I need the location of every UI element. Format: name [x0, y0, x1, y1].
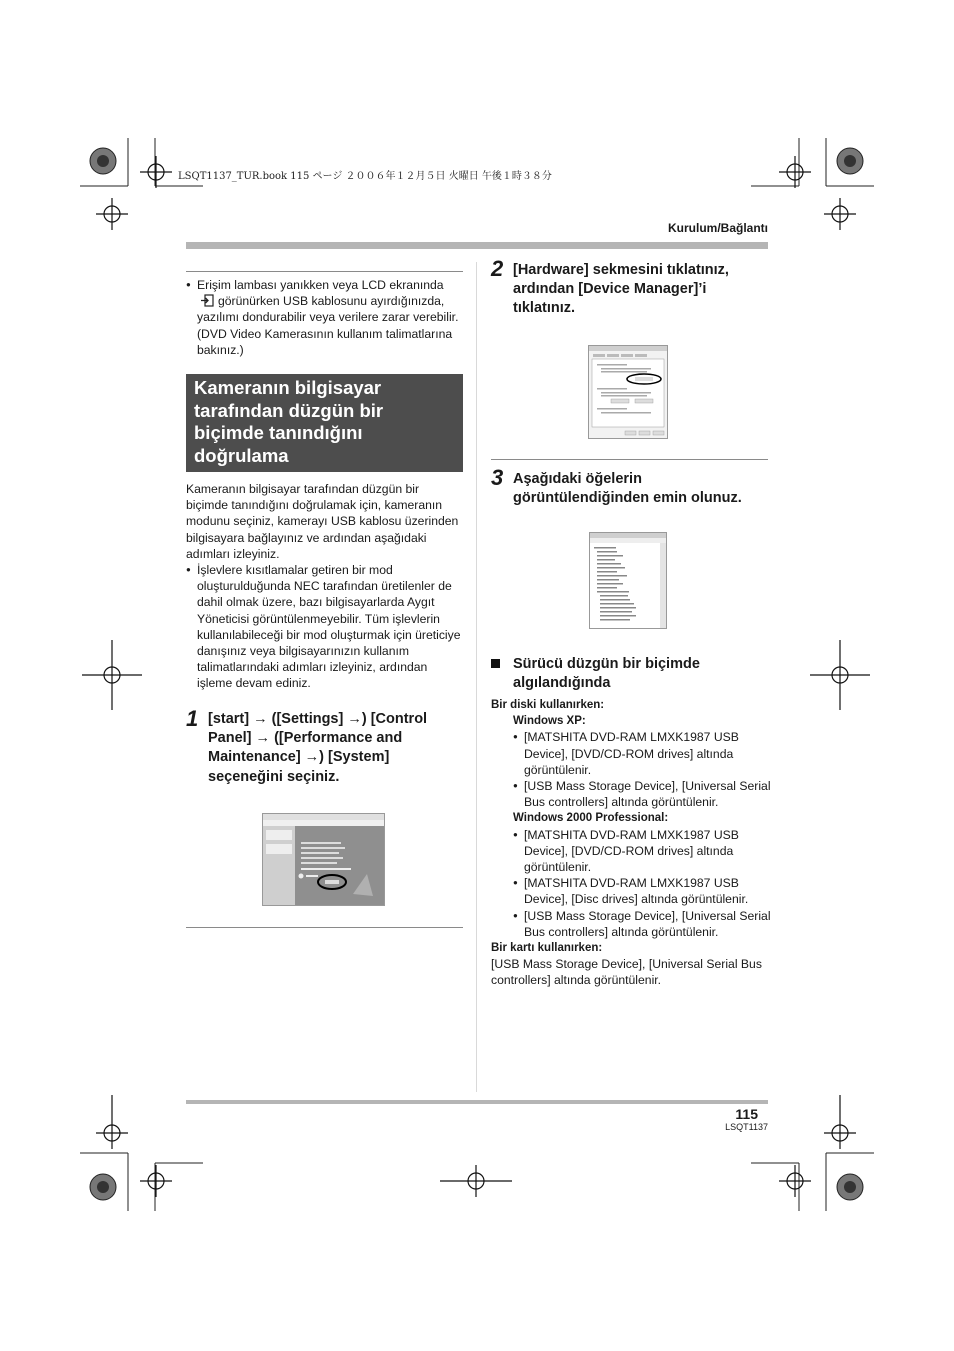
step2-text: [Hardware] sekmesini tıklatınız, ardından [Device Manager]’i tıklatınız. — [513, 262, 729, 317]
intro-block — [186, 481, 463, 692]
note-block — [186, 277, 463, 358]
system-properties-screenshot — [588, 345, 668, 439]
card-text: [USB Mass Storage Device], [Universal Serial Bus controllers] altında görüntülenir. — [491, 957, 762, 988]
card-label: Bir kartı kullanırken: — [491, 942, 603, 955]
device-manager-screenshot — [589, 532, 667, 629]
step2-rule — [491, 459, 768, 460]
step1-number: 1 — [186, 706, 199, 731]
xp-bullet-2: ● [USB Mass Storage Device], [Universal Serial Bus controllers] altında görüntülenir. — [513, 778, 773, 810]
device-manager-thumbnail-icon — [590, 533, 666, 628]
intro-paragraph: Kameranın bilgisayar tarafından düzgün bir biçimde tanındığını doğrulamak için, kameranın modunu seçiniz, kamerayı USB kablosu üzerinden bilgisayara bağlayınız ve ardından aşağıdaki adımları izleyiniz. — [186, 482, 459, 561]
top-rule — [186, 242, 768, 249]
subheading: Sürücü düzgün bir biçimde algılandığında — [513, 656, 700, 692]
print-header: LSQT1137_TUR.book 115 ページ ２００６年１２月５日 火曜日 午後１時３８分 — [178, 171, 552, 182]
xp-label: Windows XP: — [513, 715, 586, 728]
square-bullet-icon — [491, 658, 503, 670]
intro-bullet: ● İşlevlere kısıtlamalar getiren bir mod oluşturulduğunda NEC tarafından üretilenler de dahil olmak üzere, bazı bilgisayarlarda Aygıt Yöneticisi görüntülenmeyebilir. Tüm işlevlerin kullanılabileceği bir mod oluşturmak için üreticiye danışınız veya bilgisayarınızın kullanım talimatlarındaki adımları izleyiniz, ardından işleme devam ediniz. — [186, 562, 463, 692]
note-bullet-text-1: Erişim lambası yanıkken veya LCD ekranında — [197, 278, 444, 292]
step3-text: Aşağıdaki öğelerin görüntülendiğinden emin olunuz. — [513, 471, 742, 507]
section-label: Kurulum/Bağlantı — [667, 221, 768, 235]
page-number: 115 — [735, 1106, 758, 1122]
step1-rule — [186, 927, 463, 928]
control-panel-screenshot — [262, 813, 385, 906]
step1-text: [start] → ([Settings] →) [Control Panel] → ([Performance and Maintenance] →) [System] seçeneğini seçiniz. — [208, 711, 428, 785]
w2k-bullet-1: ● [MATSHITA DVD-RAM LMXK1987 USB Device], [DVD/CD-ROM drives] altında görüntülenir. — [513, 827, 773, 876]
access-icon — [200, 294, 214, 307]
note-rule — [186, 271, 463, 272]
driver-detection-block — [491, 697, 773, 989]
bottom-rule — [186, 1100, 768, 1104]
w2k-label: Windows 2000 Professional: — [513, 812, 669, 825]
step2-number: 2 — [491, 256, 504, 281]
disc-label: Bir diski kullanırken: — [491, 699, 605, 711]
model-code: LSQT1137 — [725, 1122, 768, 1132]
note-bullet — [186, 277, 463, 358]
system-properties-thumbnail-icon — [589, 346, 667, 438]
step3-number: 3 — [491, 465, 504, 490]
note-bullet-text-2: görünürken USB kablosunu ayırdığınızda, yazılımı dondurabilir veya verilere zarar verebilir. (DVD Video Kamerasının kullanım talimatlarına bakınız.) — [197, 294, 459, 357]
w2k-bullet-3: ● [USB Mass Storage Device], [Universal Serial Bus controllers] altında görüntülenir. — [513, 908, 773, 940]
w2k-bullet-2: ● [MATSHITA DVD-RAM LMXK1987 USB Device], [Disc drives] altında görüntülenir. — [513, 875, 773, 907]
column-divider — [476, 262, 477, 1092]
section-heading: Kameranın bilgisayar tarafından düzgün bir biçimde tanındığını doğrulama — [186, 374, 463, 472]
w2k-bullets — [491, 827, 773, 940]
xp-bullets — [491, 729, 773, 810]
control-panel-thumbnail-icon — [263, 814, 384, 905]
xp-bullet-1: ● [MATSHITA DVD-RAM LMXK1987 USB Device], [DVD/CD-ROM drives] altında görüntülenir. — [513, 729, 773, 778]
